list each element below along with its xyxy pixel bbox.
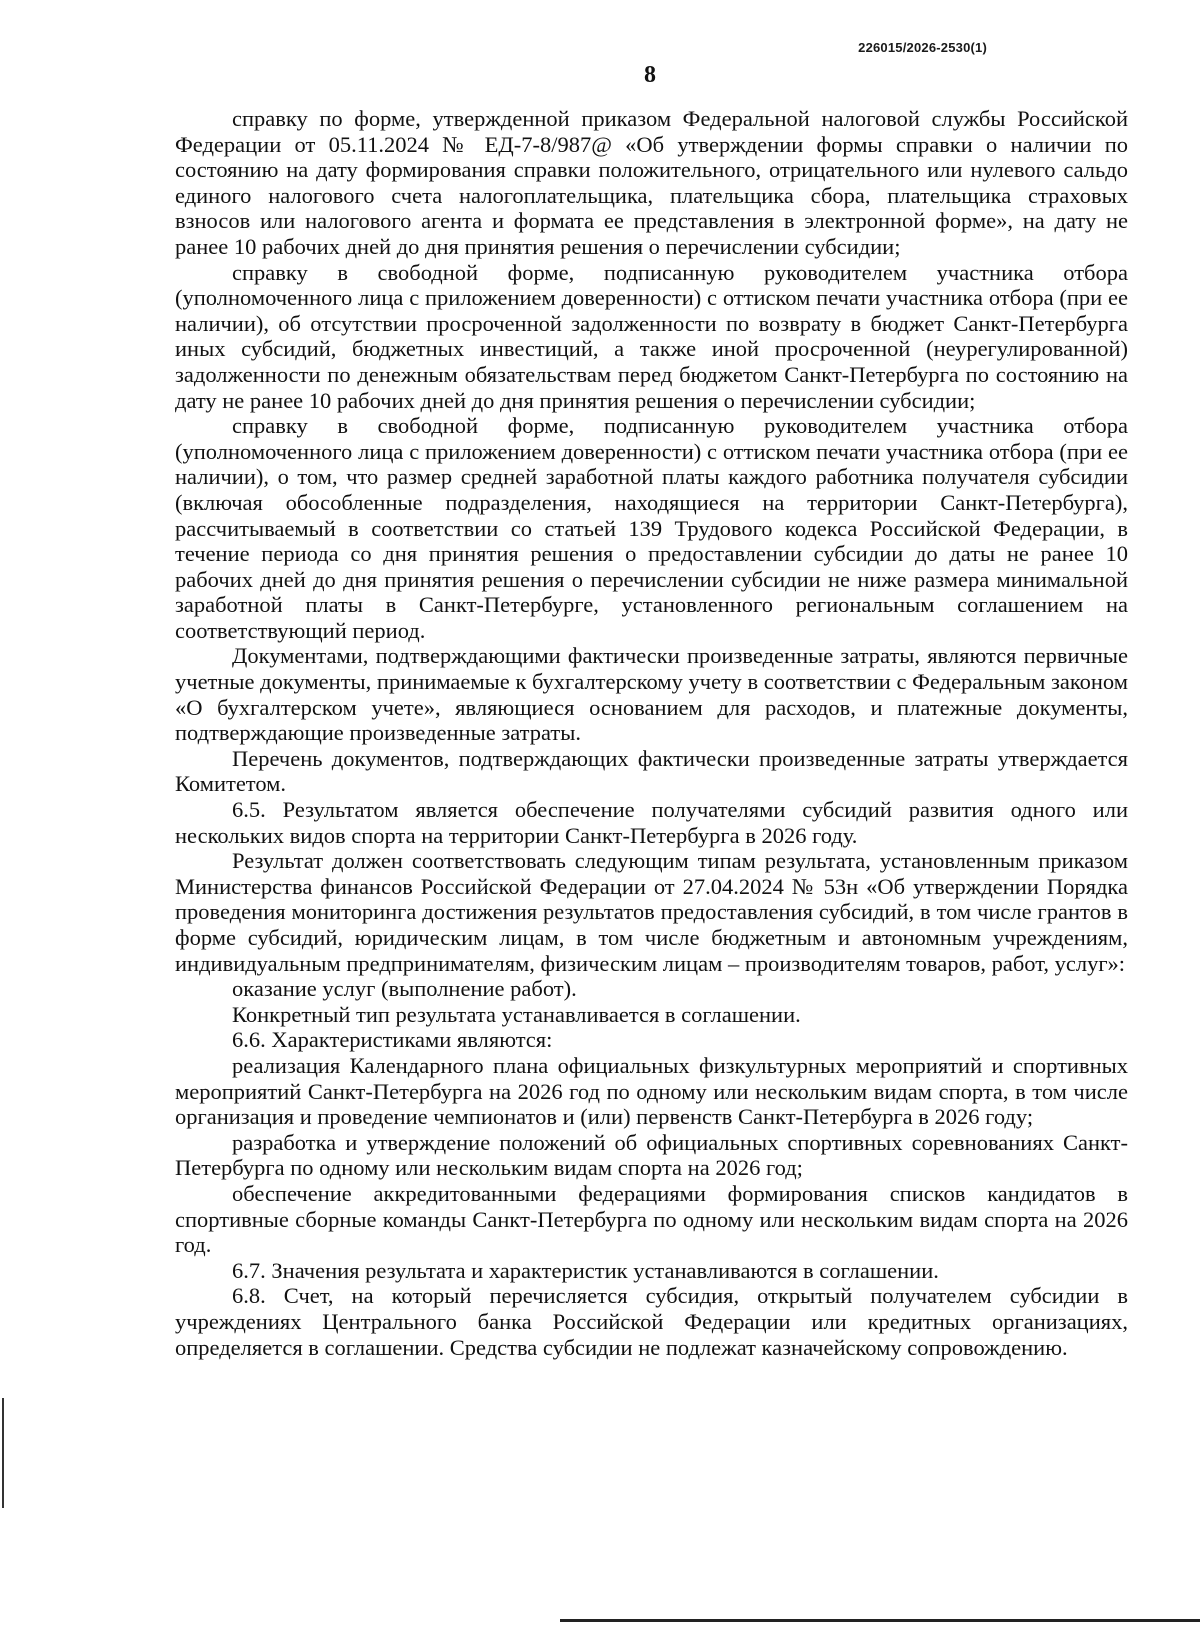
paragraph-section-6-5: 6.5. Результатом является обеспечение получателями субсидий развития одного или нескольких видов спорта на территории Санкт-Петербурга в 2026 году. — [175, 797, 1128, 848]
paragraph-document-list: Перечень документов, подтверждающих фактически произведенные затраты утверждается Комитетом. — [175, 745, 1128, 797]
paragraph-section-6-7: 6.7. Значения результата и характеристик устанавливаются в соглашении. — [232, 1257, 939, 1283]
document-body — [175, 106, 1128, 1360]
paragraph-calendar-plan: реализация Календарного плана официальных физкультурных мероприятий и спортивных мероприятий Санкт-Петербурга на 2026 год по одному или нескольким видам спорта, в том числе организация и проведение чемпионатов и (или) первенств Санкт-Петербурга в 2026 году; — [175, 1052, 1128, 1130]
paragraph-competition-regulations: разработка и утверждение положений об официальных спортивных соревнованиях Санкт-Петербурга по одному или нескольким видам спорта на 2026 год; — [175, 1129, 1128, 1181]
paragraph-expense-documents: Документами, подтверждающими фактически произведенные затраты, являются первичные учетные документы, принимаемые к бухгалтерскому учету в соответствии с Федеральным законом «О бухгалтерском учете», являющиеся основанием для расходов, и платежные документы, подтверждающие произведенные затраты. — [175, 643, 1128, 746]
paragraph-team-candidates: обеспечение аккредитованными федерациями формирования списков кандидатов в спортивные сборные команды Санкт-Петербурга по одному или нескольким видам спорта на 2026 год. — [175, 1180, 1128, 1258]
paragraph-services: оказание услуг (выполнение работ). — [232, 976, 577, 1002]
scan-edge-mark-left — [2, 1398, 4, 1508]
paragraph-result-types: Результат должен соответствовать следующим типам результата, установленным приказом Министерства финансов Российской Федерации от 27.04.2024 № 53н «Об утверждении Порядка проведения мониторинга достижения результатов предоставления субсидий, в том числе грантов в форме субсидий, юридическим лицам, в том числе бюджетным и автономным учреждениям, индивидуальным предпринимателям, физическим лицам – производителям товаров, работ, услуг»: — [175, 848, 1128, 976]
scan-edge-mark-bottom — [560, 1619, 1200, 1622]
paragraph-result-type-agreement: Конкретный тип результата устанавливается в соглашении. — [232, 1001, 801, 1027]
paragraph-tax-certificate: справку по форме, утвержденной приказом Федеральной налоговой службы Российской Федерации от 05.11.2024 № ЕД-7-8/987@ «Об утверждении формы справки о наличии по состоянию на дату формирования справки положительного, отрицательного или нулевого сальдо единого налогового счета налогоплательщика, плательщика сбора, плательщика страховых взносов или налогового агента и формата ее представления в электронной форме», на дату не ранее 10 рабочих дней до дня принятия решения о перечислении субсидии; — [175, 106, 1128, 259]
paragraph-debt-certificate: справку в свободной форме, подписанную руководителем участника отбора (уполномоченного лица с приложением доверенности) с оттиском печати участника отбора (при ее наличии), об отсутствии просроченной задолженности по возврату в бюджет Санкт-Петербурга иных субсидий, бюджетных инвестиций, а также иной просроченной (неурегулированной) задолженности по денежным обязательствам перед бюджетом Санкт-Петербурга по состоянию на дату не ранее 10 рабочих дней до дня принятия решения о перечислении субсидии; — [175, 259, 1128, 413]
paragraph-section-6-8: 6.8. Счет, на который перечисляется субсидия, открытый получателем субсидии в учреждениях Центрального банка Российской Федерации или кредитных организациях, определяется в соглашении. Средства субсидии не подлежат казначейскому сопровождению. — [175, 1283, 1128, 1360]
page-number: 8 — [644, 62, 656, 88]
paragraph-salary-certificate: справку в свободной форме, подписанную руководителем участника отбора (уполномоченного лица с приложением доверенности) с оттиском печати участника отбора (при ее наличии), о том, что размер средней заработной платы каждого работника получателя субсидии (включая обособленные подразделения, находящиеся на территории Санкт-Петербурга), рассчитываемый в соответствии со статьей 139 Трудового кодекса Российской Федерации, в течение периода со дня принятия решения о предоставлении субсидии до даты не ранее 10 рабочих дней до дня принятия решения о перечислении субсидии не ниже размера минимальной заработной платы в Санкт-Петербурге, установленного региональным соглашением на соответствующий период. — [175, 413, 1128, 643]
paragraph-section-6-6: 6.6. Характеристиками являются: — [232, 1027, 553, 1053]
document-registration-number: 226015/2026-2530(1) — [858, 40, 987, 55]
